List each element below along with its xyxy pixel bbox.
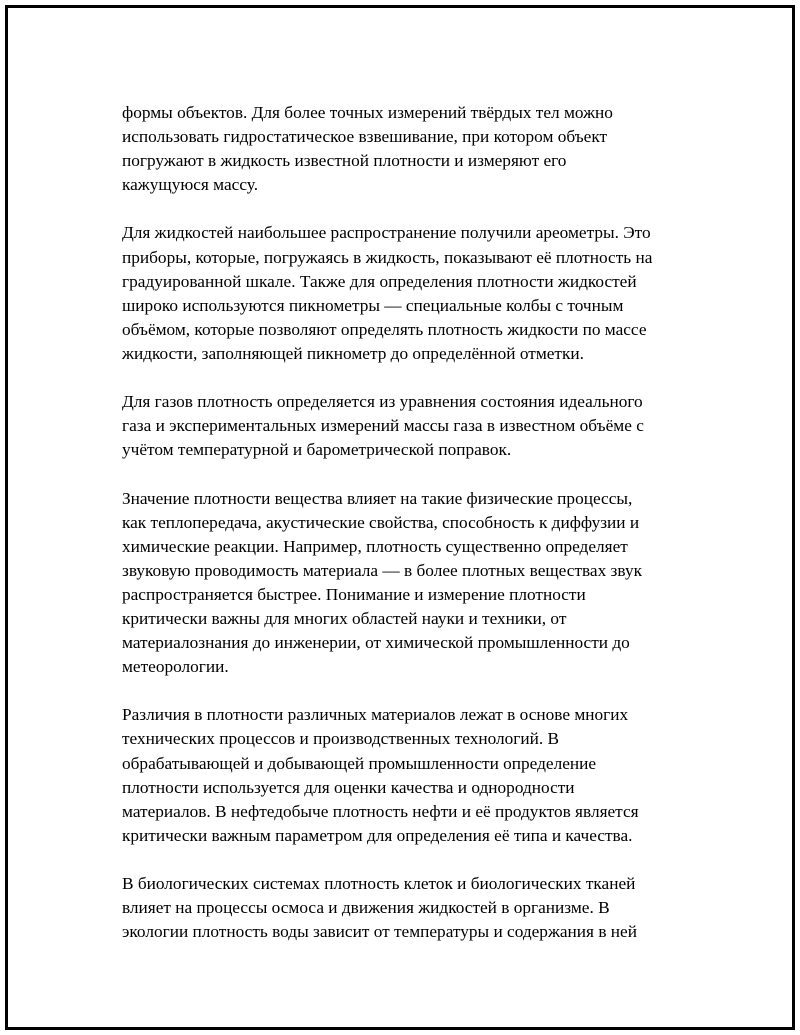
paragraph-biological-systems xyxy=(122,872,702,944)
paragraph-measurement-gases xyxy=(122,390,702,462)
text-line: экологии плотность воды зависит от температуры и содержания в ней xyxy=(122,922,637,942)
page-frame xyxy=(5,5,795,1030)
text-line: Значение плотности вещества влияет на такие физические процессы, xyxy=(122,488,633,508)
text-line: газа и экспериментальных измерений массы газа в известном объёме с xyxy=(122,416,644,436)
text-line: влияет на процессы осмоса и движения жидкостей в организме. В xyxy=(122,898,610,918)
text-line: градуированной шкале. Также для определения плотности жидкостей xyxy=(122,271,637,291)
text-line: материалов. В нефтедобыче плотность нефти и её продуктов является xyxy=(122,801,639,821)
text-line: технических процессов и производственных технологий. В xyxy=(122,729,560,749)
text-line: погружают в жидкость известной плотности и измеряют его xyxy=(122,151,567,171)
text-line: В биологических системах плотность клеток и биологических тканей xyxy=(122,874,636,893)
text-line: формы объектов. Для более точных измерений твёрдых тел можно xyxy=(122,103,613,122)
text-line: критически важны для многих областей науки и техники, от xyxy=(122,608,567,628)
paragraph-industrial-applications xyxy=(122,703,702,848)
text-line: широко используются пикнометры — специальные колбы с точным xyxy=(122,295,624,315)
paragraph-physical-processes xyxy=(122,487,702,680)
page-content xyxy=(122,101,702,968)
text-line: звуковую проводимость материала — в более плотных веществах звук xyxy=(122,560,642,580)
text-line: кажущуюся массу. xyxy=(122,175,259,195)
text-line: Различия в плотности различных материалов лежат в основе многих xyxy=(122,705,629,725)
text-line: как теплопередача, акустические свойства, способность к диффузии и xyxy=(122,512,640,532)
text-line: обрабатывающей и добывающей промышленности определение xyxy=(122,753,597,773)
text-line: учётом температурной и барометрической поправок. xyxy=(122,440,512,460)
paragraph-measurement-liquids xyxy=(122,221,702,366)
text-line: объёмом, которые позволяют определять плотность жидкости по массе xyxy=(122,319,647,339)
text-line: приборы, которые, погружаясь в жидкость, показывают её плотность на xyxy=(122,247,653,267)
text-line: распространяется быстрее. Понимание и измерение плотности xyxy=(122,584,586,604)
text-line: критически важным параметром для определения её типа и качества. xyxy=(122,825,633,845)
text-line: метеорологии. xyxy=(122,657,229,677)
text-line: жидкости, заполняющей пикнометр до определённой отметки. xyxy=(122,343,584,363)
paragraph-measurement-solids xyxy=(122,101,702,197)
text-line: Для жидкостей наибольшее распространение получили ареометры. Это xyxy=(122,223,651,243)
text-line: химические реакции. Например, плотность существенно определяет xyxy=(122,536,628,556)
text-line: Для газов плотность определяется из уравнения состояния идеального xyxy=(122,392,643,412)
text-line: плотности используется для оценки качества и однородности xyxy=(122,777,575,797)
text-line: материалознания до инженерии, от химической промышленности до xyxy=(122,633,630,653)
text-line: использовать гидростатическое взвешивание, при котором объект xyxy=(122,127,608,147)
